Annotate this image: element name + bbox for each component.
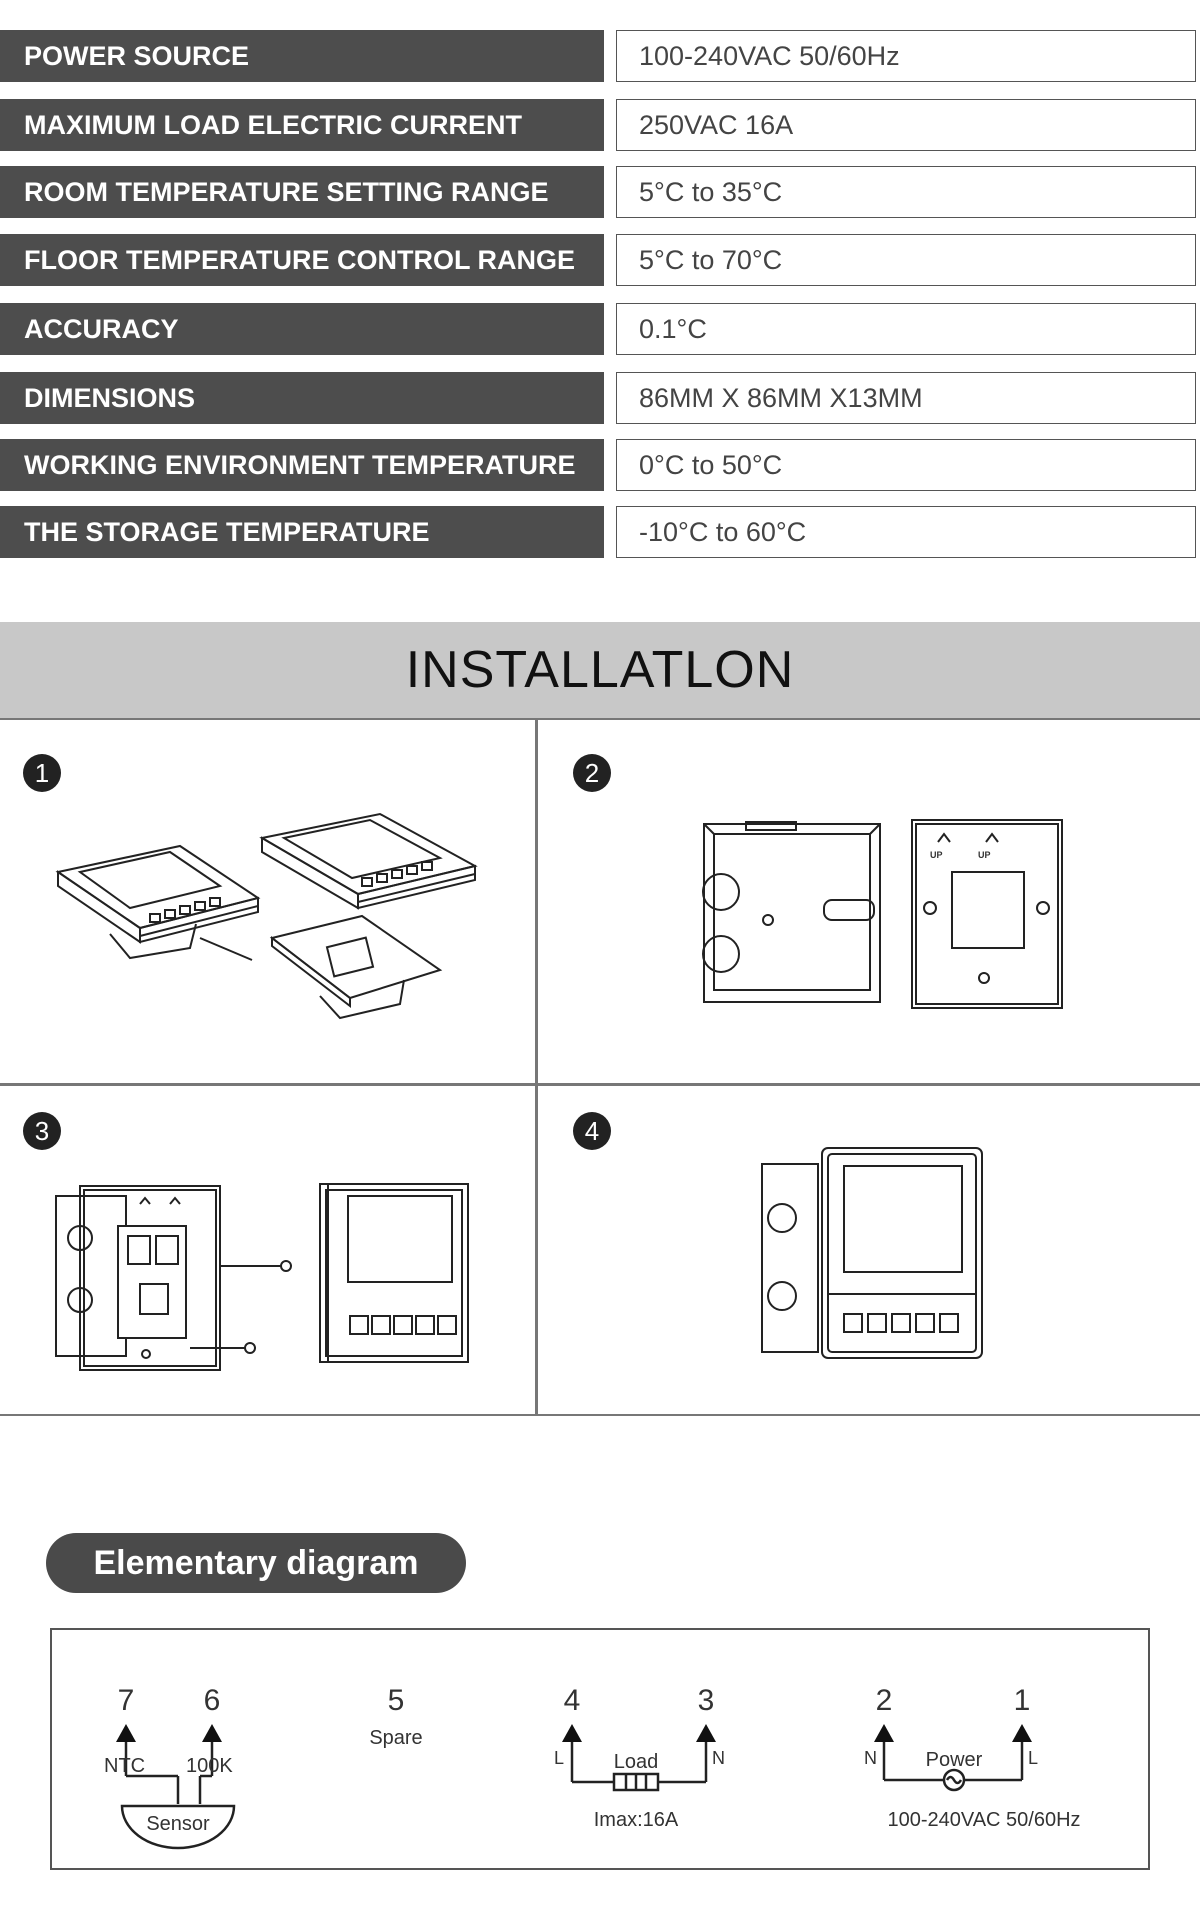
power-spec-label: 100-240VAC 50/60Hz [887,1809,1081,1831]
svg-text:UP: UP [978,850,991,860]
terminal-7: 7 [117,1684,135,1717]
terminal-5: 5 [387,1684,405,1717]
sensor-label: Sensor [146,1813,210,1835]
step-number-badge: 2 [573,754,611,792]
spec-row-accuracy [0,303,1200,355]
elementary-diagram-title: Elementary diagram [46,1533,466,1593]
spec-label: WORKING ENVIRONMENT TEMPERATURE [0,439,604,491]
spec-label: ACCURACY [0,303,604,355]
spec-label: MAXIMUM LOAD ELECTRIC CURRENT [0,99,604,151]
spec-value: 100-240VAC 50/60Hz [616,30,1196,82]
step-4-illustration [538,1086,1200,1414]
spec-row-max-load [0,99,1200,151]
install-step-2 [538,718,1200,1083]
spec-row-room-temp [0,166,1200,218]
wiring-diagram [52,1630,1152,1872]
ntc-label: NTC [104,1755,146,1777]
install-step-1 [0,718,535,1083]
install-step-4 [538,1086,1200,1414]
terminal-1: 1 [1013,1684,1031,1717]
terminal-4: 4 [563,1684,581,1717]
load-l-label: L [554,1748,565,1768]
spec-label: DIMENSIONS [0,372,604,424]
imax-label: Imax:16A [593,1809,679,1831]
spec-row-floor-temp [0,234,1200,286]
power-n-label: N [864,1748,877,1768]
terminal-2: 2 [875,1684,893,1717]
spec-label: THE STORAGE TEMPERATURE [0,506,604,558]
power-l-label: L [1028,1748,1039,1768]
spec-value: 5°C to 70°C [616,234,1196,286]
spec-row-working-temp [0,439,1200,491]
step-number-badge: 4 [573,1112,611,1150]
spec-row-power-source [0,30,1200,82]
step-1-illustration [0,718,535,1083]
step-number-badge: 1 [23,754,61,792]
spec-value: 0.1°C [616,303,1196,355]
spec-value: -10°C to 60°C [616,506,1196,558]
step-3-illustration [0,1086,535,1414]
spec-label: FLOOR TEMPERATURE CONTROL RANGE [0,234,604,286]
installation-title: INSTALLATLON [405,641,795,699]
spec-row-dimensions [0,372,1200,424]
load-label: Load [613,1751,659,1773]
terminal-3: 3 [697,1684,715,1717]
load-n-label: N [712,1748,725,1768]
spec-value: 250VAC 16A [616,99,1196,151]
spec-value: 5°C to 35°C [616,166,1196,218]
spec-label: ROOM TEMPERATURE SETTING RANGE [0,166,604,218]
spec-label: POWER SOURCE [0,30,604,82]
power-label: Power [925,1749,983,1771]
step-2-illustration [538,718,1200,1083]
elementary-diagram-box [50,1628,1150,1870]
install-step-3 [0,1086,535,1414]
spare-label: Spare [369,1727,423,1749]
terminal-6: 6 [203,1684,221,1717]
grid-divider-bottom [0,1414,1200,1416]
spec-value: 86MM X 86MM X13MM [616,372,1196,424]
installation-banner [0,622,1200,720]
100k-label: 100K [186,1755,233,1777]
step-number-badge: 3 [23,1112,61,1150]
svg-text:UP: UP [930,850,943,860]
spec-value: 0°C to 50°C [616,439,1196,491]
spec-row-storage-temp [0,506,1200,558]
